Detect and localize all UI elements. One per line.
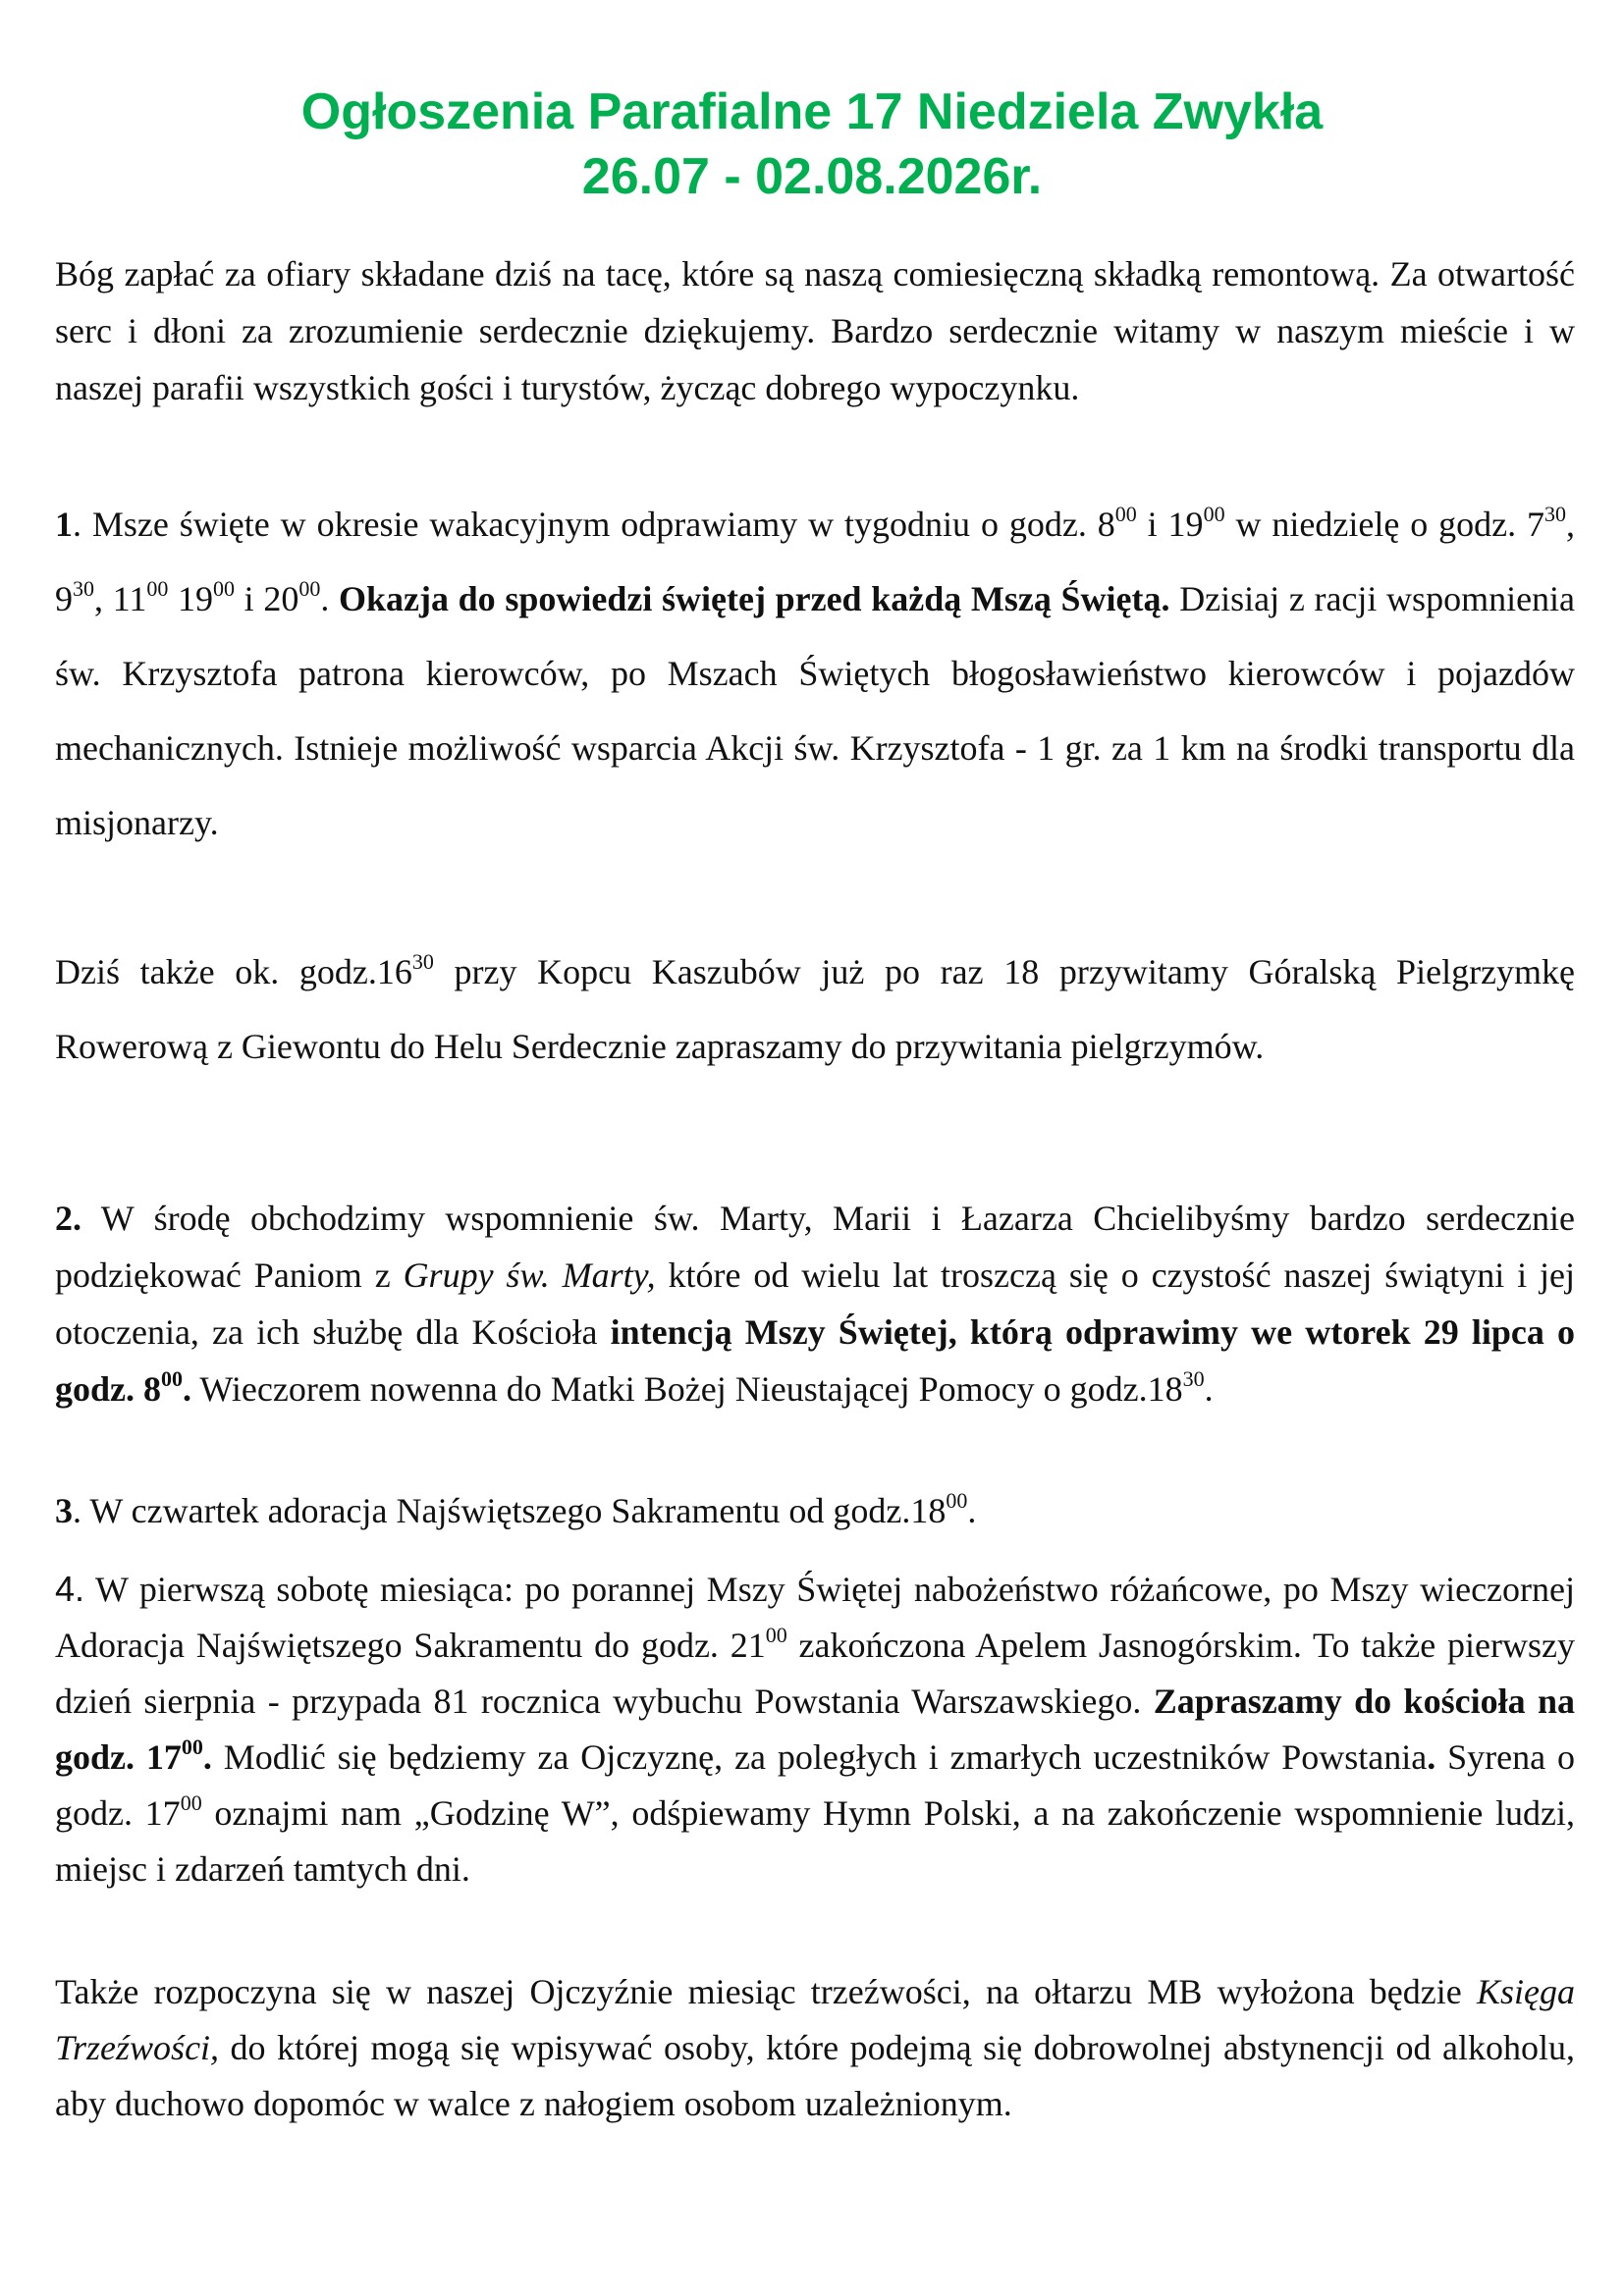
book-title: Księga Trzeźwości,: [55, 1972, 1575, 2067]
item-number: 3: [55, 1491, 73, 1530]
announcement-2: 2. W środę obchodzimy wspomnienie św. Marty, Marii i Łazarza Chcielibyśmy bardzo serdecznie podziękować Paniom z Grupy św. Marty, które od wielu lat troszczą się o czystość naszej świątyni i jej otoczenia, za ich służbę dla Kościoła intencją Mszy Świętej, którą odprawimy we wtorek 29 lipca o godz. $8^{00}$. Wieczorem nowenna do Matki Bożej Nieustającej Pomocy o $godz.18^{30}$.: [55, 1199, 1576, 1409]
item-number: 1: [55, 505, 73, 544]
announcement-4: 4. W pierwszą sobotę miesiąca: po porannej Mszy Świętej nabożeństwo różańcowe, po Mszy wieczornej Adoracja Najświętszego Sakramentu do godz. $21^{00}$ zakończona Apelem Jasnogórskim. To także pierwszy dzień sierpnia - przypada 81 rocznica wybuchu Powstania Warszawskiego. Zapraszamy do kościoła na godz. $17^{00}$. Modlić się będziemy za Ojczyznę, za poległych i zmarłych uczestników Powstania. Syrena o godz. $17^{00}$ oznajmi nam „Godzinę W”, odśpiewamy Hymn Polski, a na zakończenie wspomnienie ludzi, miejsc i zdarzeń tamtych dni.: [55, 1569, 1576, 1889]
announcement-3: 3. W czwartek adoracja Najświętszego Sakramentu od $godz.18^{00}$.: [55, 1488, 977, 1530]
item-number: 4.: [55, 1569, 85, 1609]
announcement-1: 1. Msze święte w okresie wakacyjnym odprawiamy w tygodniu o godz. $8^{00}$ i $19^{00}$ w niedzielę o godz. $7^{30}$, $9^{30}$, $11^{00}$ $19^{00}$ i $20^{00}$. Okazja do spowiedzi świętej przed każdą Mszą Świętą. Dzisiaj z racji wspomnienia św. Krzysztofa patrona kierowców, po Mszach Świętych błogosławieństwo kierowców i pojazdów mechanicznych. Istnieje możliwość wsparcia Akcji św. Krzysztofa - 1 gr. za 1 km na środki transportu dla misjonarzy.: [55, 502, 1576, 842]
announcement-4-sobriety: Także rozpoczyna się w naszej Ojczyźnie miesiąc trzeźwości, na ołtarzu MB wyłożona będzie Księga Trzeźwości, do której mogą się wpisywać osoby, które podejmą się dobrowolnej abstynencji od alkoholu, aby duchowo dopomóc w walce z nałogiem osobom uzależnionym.: [55, 1972, 1575, 2123]
page-title: Ogłoszenia Parafialne 17 Niedziela Zwykła: [300, 83, 1324, 140]
group-name: Grupy św. Marty,: [403, 1255, 656, 1295]
confession-note: Okazja do spowiedzi świętej przed każdą Mszą Świętą.: [339, 579, 1170, 618]
mass-intention: intencją Mszy Świętej, którą odprawimy we wtorek 29 lipca o godz. $8^{00}$.: [55, 1312, 1575, 1409]
item-number: 2.: [55, 1199, 81, 1238]
invitation-note: Zapraszamy do kościoła na godz. $17^{00}$.: [55, 1682, 1575, 1777]
intro-paragraph: Bóg zapłać za ofiary składane dziś na tacę, które są naszą comiesięczną składką remontową. Za otwartość serc i dłoni za zrozumienie serdecznie dziękujemy. Bardzo serdecznie witamy w naszym mieście i w naszej parafii wszystkich gości i turystów, życząc dobrego wypoczynku.: [55, 254, 1575, 407]
announcement-1-pilgrimage: Dziś także ok. $godz.16^{30}$ przy Kopcu Kaszubów już po raz 18 przywitamy Góralską Pielgrzymkę Rowerową z Giewontu do Helu Serdecznie zapraszamy do przywitania pielgrzymów.: [55, 949, 1576, 1066]
date-range-title: 26.07 - 02.08.2026r.: [581, 148, 1043, 205]
